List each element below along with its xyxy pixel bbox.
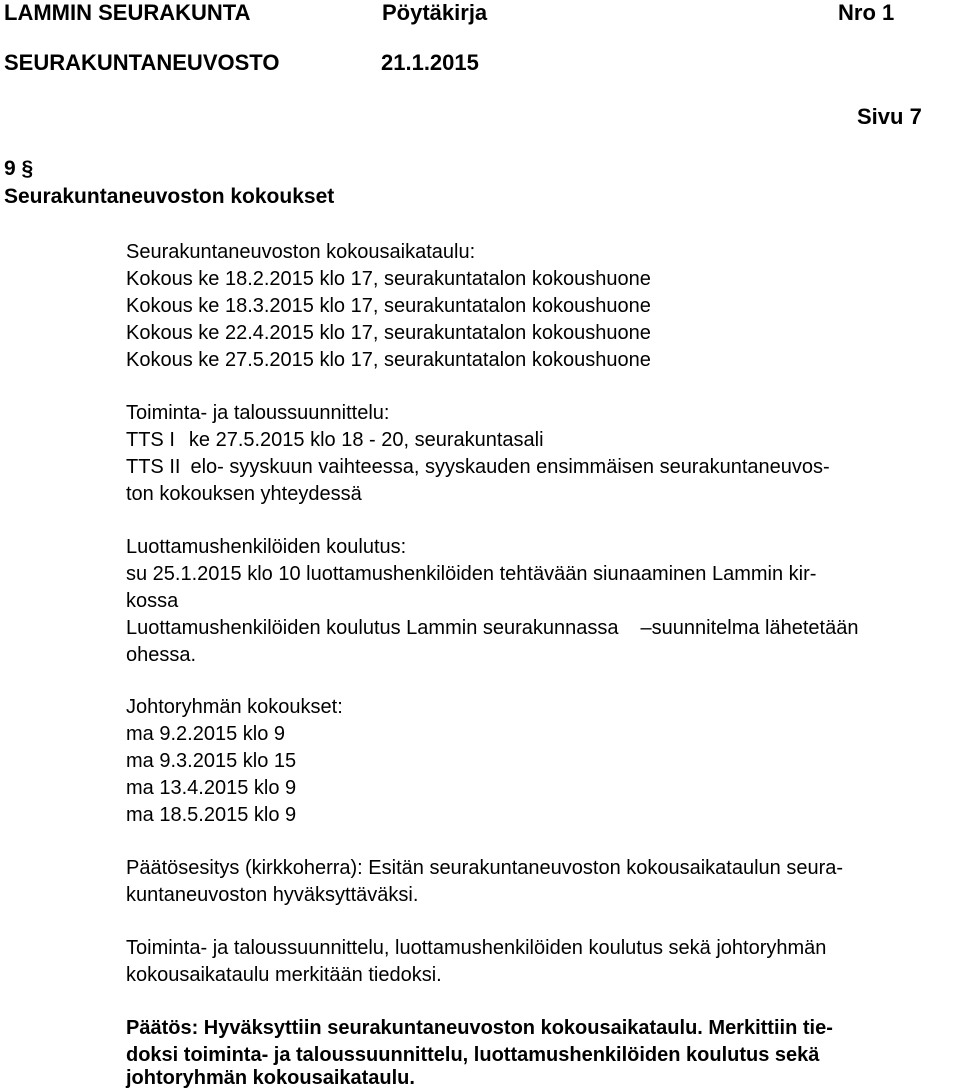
training-plan-note: –suunnitelma lähetetään: [640, 617, 859, 639]
page-number: Sivu 7: [857, 104, 922, 129]
tts2-text: elo- syyskuun vaihteessa, syyskauden ensimmäisen seurakuntaneuvos-: [190, 456, 830, 478]
tts1-row: [126, 428, 544, 452]
proposal-line: kuntaneuvoston hyväksyttäväksi.: [126, 884, 419, 906]
tts1-label: TTS I: [126, 429, 175, 451]
parish-name: LAMMIN SEURAKUNTA: [4, 0, 251, 25]
training-line: su 25.1.2015 klo 10 luottamushenkilöiden tehtävään siunaaminen Lammin kir-: [126, 563, 817, 585]
tts2-label: TTS II: [126, 456, 181, 478]
tts2-row: [126, 455, 830, 479]
schedule-item: Kokous ke 22.4.2015 klo 17, seurakuntatalon kokoushuone: [126, 322, 651, 344]
decision-line: Päätös: Hyväksyttiin seurakuntaneuvoston kokousaikataulu. Merkittiin tie-: [126, 1017, 833, 1039]
section-number: 9 §: [4, 157, 34, 180]
decision-line: johtoryhmän kokousaikataulu.: [126, 1067, 415, 1089]
document-type: Pöytäkirja: [382, 0, 488, 25]
section-title: Seurakuntaneuvoston kokoukset: [4, 185, 335, 208]
note-line: kokousaikataulu merkitään tiedoksi.: [126, 964, 442, 986]
steering-item: ma 9.3.2015 klo 15: [126, 750, 297, 772]
planning-heading: Toiminta- ja taloussuunnittelu:: [126, 402, 390, 424]
note-line: Toiminta- ja taloussuunnittelu, luottamushenkilöiden koulutus sekä johtoryhmän: [126, 937, 827, 959]
document-number: Nro 1: [838, 0, 895, 25]
tts1-text: ke 27.5.2015 klo 18 - 20, seurakuntasali: [188, 429, 544, 451]
steering-item: ma 9.2.2015 klo 9: [126, 723, 285, 745]
meeting-date: 21.1.2015: [381, 50, 479, 75]
steering-heading: Johtoryhmän kokoukset:: [126, 696, 343, 718]
steering-item: ma 18.5.2015 klo 9: [126, 804, 297, 826]
training-heading: Luottamushenkilöiden koulutus:: [126, 536, 407, 558]
schedule-item: Kokous ke 27.5.2015 klo 17, seurakuntatalon kokoushuone: [126, 349, 651, 371]
schedule-heading: Seurakuntaneuvoston kokousaikataulu:: [126, 241, 476, 263]
training-line: ohessa.: [126, 644, 197, 666]
training-line: kossa: [126, 590, 179, 612]
decision-line: doksi toiminta- ja taloussuunnittelu, luottamushenkilöiden koulutus sekä: [126, 1044, 820, 1066]
schedule-item: Kokous ke 18.2.2015 klo 17, seurakuntatalon kokoushuone: [126, 268, 651, 290]
schedule-item: Kokous ke 18.3.2015 klo 17, seurakuntatalon kokoushuone: [126, 295, 651, 317]
proposal-line: Päätösesitys (kirkkoherra): Esitän seurakuntaneuvoston kokousaikataulun seura-: [126, 857, 844, 879]
steering-item: ma 13.4.2015 klo 9: [126, 777, 297, 799]
training-plan-row: [126, 616, 858, 640]
council-name: SEURAKUNTANEUVOSTO: [4, 50, 280, 75]
tts2-continued: ton kokouksen yhteydessä: [126, 483, 362, 505]
training-plan-text: Luottamushenkilöiden koulutus Lammin seurakunnassa: [126, 617, 619, 639]
